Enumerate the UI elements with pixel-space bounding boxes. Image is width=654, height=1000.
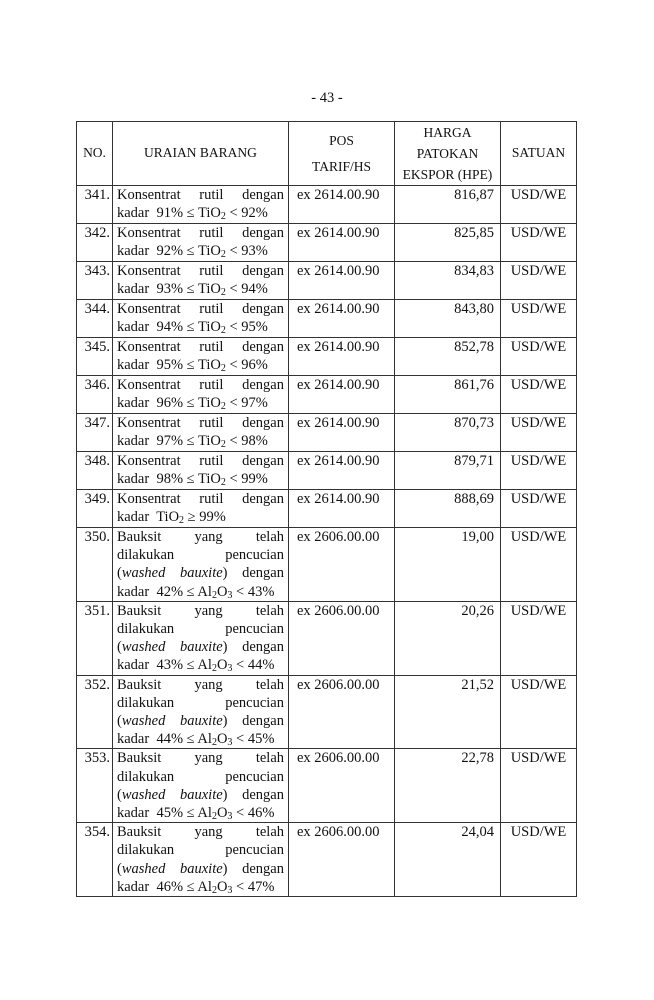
text-segment: < 93% bbox=[225, 243, 268, 260]
row-number: 346. bbox=[77, 376, 113, 414]
description-line bbox=[117, 712, 284, 730]
description-line bbox=[117, 546, 284, 564]
text-segment: Bauksit yang telah bbox=[117, 750, 284, 767]
satuan: USD/WE bbox=[501, 414, 577, 452]
text-segment: < 43% bbox=[232, 583, 275, 600]
table-row bbox=[77, 376, 577, 414]
hpe-value: 816,87 bbox=[395, 186, 501, 224]
item-description bbox=[113, 452, 289, 490]
text-segment: kadar 93% ≤ TiO bbox=[117, 281, 221, 298]
text-segment: ( bbox=[117, 786, 122, 803]
text-segment: Bauksit yang telah bbox=[117, 676, 284, 693]
text-segment: < 47% bbox=[232, 878, 275, 895]
subscript: 2 bbox=[211, 811, 217, 823]
text-segment: < 92% bbox=[225, 205, 268, 222]
hpe-value: 20,26 bbox=[395, 601, 501, 675]
pos-tarif: ex 2614.00.90 bbox=[289, 376, 395, 414]
text-segment: dilakukan pencucian bbox=[117, 768, 284, 785]
description-line bbox=[117, 300, 284, 318]
text-segment: < 94% bbox=[225, 281, 268, 298]
pos-tarif: ex 2614.00.90 bbox=[289, 186, 395, 224]
text-segment: kadar TiO bbox=[117, 509, 180, 526]
text-segment: O bbox=[216, 657, 228, 674]
description-line bbox=[117, 204, 284, 222]
text-segment: Bauksit yang telah bbox=[117, 529, 284, 545]
item-description bbox=[113, 300, 289, 338]
description-line bbox=[117, 318, 284, 336]
description-line bbox=[117, 676, 284, 694]
text-segment: < 44% bbox=[232, 657, 275, 674]
hpe-value: 834,83 bbox=[395, 262, 501, 300]
item-description bbox=[113, 675, 289, 749]
table-row bbox=[77, 823, 577, 897]
description-line bbox=[117, 490, 284, 508]
text-segment: kadar 43% ≤ Al bbox=[117, 657, 212, 674]
description-line bbox=[117, 620, 284, 638]
pos-tarif: ex 2614.00.90 bbox=[289, 490, 395, 528]
subscript: 2 bbox=[220, 363, 226, 375]
text-segment: O bbox=[216, 878, 228, 895]
description-line bbox=[117, 432, 284, 450]
description-line bbox=[117, 394, 284, 412]
text-segment: Konsentrat rutil dengan bbox=[117, 339, 284, 355]
text-segment: O bbox=[216, 583, 228, 600]
text-segment: kadar 96% ≤ TiO bbox=[117, 395, 221, 412]
text-segment: Konsentrat rutil dengan bbox=[117, 415, 284, 431]
table-row bbox=[77, 262, 577, 300]
subscript: 2 bbox=[220, 477, 226, 489]
pos-tarif: ex 2614.00.90 bbox=[289, 300, 395, 338]
header-hpe-line: HARGA bbox=[423, 125, 472, 140]
subscript: 2 bbox=[179, 515, 185, 527]
text-segment: kadar 44% ≤ Al bbox=[117, 731, 212, 748]
table-row bbox=[77, 749, 577, 823]
item-description bbox=[113, 601, 289, 675]
text-segment: ) dengan bbox=[222, 639, 284, 656]
description-line bbox=[117, 841, 284, 859]
satuan: USD/WE bbox=[501, 300, 577, 338]
text-segment: ) dengan bbox=[222, 713, 284, 730]
description-line bbox=[117, 694, 284, 712]
text-segment: kadar 95% ≤ TiO bbox=[117, 357, 221, 374]
table-row bbox=[77, 224, 577, 262]
text-segment: ≥ 99% bbox=[184, 509, 226, 526]
pos-tarif: ex 2606.00.00 bbox=[289, 823, 395, 897]
hpe-value: 21,52 bbox=[395, 675, 501, 749]
text-segment: kadar 98% ≤ TiO bbox=[117, 471, 221, 488]
item-description bbox=[113, 338, 289, 376]
header-uraian: URAIAN BARANG bbox=[113, 122, 289, 186]
text-segment: kadar 45% ≤ Al bbox=[117, 805, 212, 822]
subscript: 2 bbox=[220, 211, 226, 223]
satuan: USD/WE bbox=[501, 601, 577, 675]
row-number: 347. bbox=[77, 414, 113, 452]
description-line bbox=[117, 860, 284, 878]
description-line bbox=[117, 583, 284, 601]
subscript: 3 bbox=[227, 737, 233, 749]
text-segment: < 99% bbox=[225, 471, 268, 488]
text-segment: Konsentrat rutil dengan bbox=[117, 377, 284, 393]
pos-tarif: ex 2614.00.90 bbox=[289, 338, 395, 376]
row-number: 349. bbox=[77, 490, 113, 528]
row-number: 341. bbox=[77, 186, 113, 224]
text-segment: washed bauxite bbox=[121, 565, 223, 582]
text-segment: ) dengan bbox=[222, 565, 284, 582]
text-segment: dilakukan pencucian bbox=[117, 842, 284, 859]
table-row bbox=[77, 601, 577, 675]
header-hpe-line: PATOKAN bbox=[416, 146, 479, 161]
description-line bbox=[117, 749, 284, 767]
text-segment: kadar 42% ≤ Al bbox=[117, 583, 212, 600]
header-hpe-line: EKSPOR (HPE) bbox=[402, 167, 493, 182]
text-segment: ( bbox=[117, 713, 122, 730]
text-segment: O bbox=[216, 731, 228, 748]
text-segment: Konsentrat rutil dengan bbox=[117, 453, 284, 469]
text-segment: Konsentrat rutil dengan bbox=[117, 491, 284, 507]
text-segment: ( bbox=[117, 639, 122, 656]
item-description bbox=[113, 224, 289, 262]
pos-tarif: ex 2606.00.00 bbox=[289, 528, 395, 602]
item-description bbox=[113, 186, 289, 224]
description-line bbox=[117, 224, 284, 242]
description-line bbox=[117, 338, 284, 356]
row-number: 351. bbox=[77, 601, 113, 675]
hpe-table bbox=[76, 121, 577, 897]
hpe-value: 879,71 bbox=[395, 452, 501, 490]
subscript: 3 bbox=[227, 811, 233, 823]
pos-tarif: ex 2606.00.00 bbox=[289, 601, 395, 675]
row-number: 354. bbox=[77, 823, 113, 897]
table-header-row bbox=[77, 122, 577, 186]
table-row bbox=[77, 338, 577, 376]
satuan: USD/WE bbox=[501, 675, 577, 749]
subscript: 2 bbox=[220, 287, 226, 299]
pos-tarif: ex 2614.00.90 bbox=[289, 452, 395, 490]
satuan: USD/WE bbox=[501, 749, 577, 823]
satuan: USD/WE bbox=[501, 224, 577, 262]
description-line bbox=[117, 823, 284, 841]
hpe-value: 852,78 bbox=[395, 338, 501, 376]
header-pos bbox=[289, 122, 395, 186]
hpe-value: 24,04 bbox=[395, 823, 501, 897]
text-segment: dilakukan pencucian bbox=[117, 547, 284, 564]
row-number: 345. bbox=[77, 338, 113, 376]
hpe-value: 19,00 bbox=[395, 528, 501, 602]
description-line bbox=[117, 452, 284, 470]
satuan: USD/WE bbox=[501, 376, 577, 414]
subscript: 2 bbox=[220, 439, 226, 451]
subscript: 3 bbox=[227, 663, 233, 675]
hpe-value: 843,80 bbox=[395, 300, 501, 338]
description-line bbox=[117, 730, 284, 748]
text-segment: dilakukan pencucian bbox=[117, 694, 284, 711]
pos-tarif: ex 2614.00.90 bbox=[289, 262, 395, 300]
pos-tarif: ex 2606.00.00 bbox=[289, 675, 395, 749]
row-number: 352. bbox=[77, 675, 113, 749]
text-segment: Bauksit yang telah bbox=[117, 824, 284, 841]
description-line bbox=[117, 470, 284, 488]
subscript: 2 bbox=[211, 737, 217, 749]
subscript: 2 bbox=[220, 325, 226, 337]
subscript: 2 bbox=[220, 249, 226, 261]
text-segment: Konsentrat rutil dengan bbox=[117, 263, 284, 279]
subscript: 3 bbox=[227, 589, 233, 601]
table-row bbox=[77, 186, 577, 224]
text-segment: kadar 97% ≤ TiO bbox=[117, 433, 221, 450]
satuan: USD/WE bbox=[501, 262, 577, 300]
description-line bbox=[117, 564, 284, 582]
description-line bbox=[117, 602, 284, 620]
text-segment: < 98% bbox=[225, 433, 268, 450]
hpe-value: 22,78 bbox=[395, 749, 501, 823]
text-segment: O bbox=[216, 805, 228, 822]
item-description bbox=[113, 262, 289, 300]
hpe-value: 870,73 bbox=[395, 414, 501, 452]
text-segment: kadar 94% ≤ TiO bbox=[117, 319, 221, 336]
table-row bbox=[77, 675, 577, 749]
text-segment: washed bauxite bbox=[121, 713, 223, 730]
text-segment: dilakukan pencucian bbox=[117, 621, 284, 638]
description-line bbox=[117, 242, 284, 260]
text-segment: Konsentrat rutil dengan bbox=[117, 225, 284, 241]
description-line bbox=[117, 280, 284, 298]
text-segment: < 96% bbox=[225, 357, 268, 374]
text-segment: < 97% bbox=[225, 395, 268, 412]
description-line bbox=[117, 528, 284, 546]
table-body bbox=[77, 186, 577, 897]
pos-tarif: ex 2614.00.90 bbox=[289, 414, 395, 452]
text-segment: washed bauxite bbox=[121, 639, 223, 656]
item-description bbox=[113, 823, 289, 897]
item-description bbox=[113, 528, 289, 602]
description-line bbox=[117, 356, 284, 374]
satuan: USD/WE bbox=[501, 338, 577, 376]
subscript: 2 bbox=[220, 401, 226, 413]
hpe-value: 825,85 bbox=[395, 224, 501, 262]
text-segment: ) dengan bbox=[222, 786, 284, 803]
row-number: 348. bbox=[77, 452, 113, 490]
text-segment: ) dengan bbox=[222, 860, 284, 877]
row-number: 344. bbox=[77, 300, 113, 338]
subscript: 3 bbox=[227, 884, 233, 896]
header-pos-line: TARIF/HS bbox=[312, 158, 371, 174]
table-row bbox=[77, 490, 577, 528]
item-description bbox=[113, 490, 289, 528]
page-number: - 43 - bbox=[311, 90, 343, 106]
header-no: NO. bbox=[77, 122, 113, 186]
item-description bbox=[113, 376, 289, 414]
description-line bbox=[117, 414, 284, 432]
text-segment: kadar 92% ≤ TiO bbox=[117, 243, 221, 260]
text-segment: < 95% bbox=[225, 319, 268, 336]
text-segment: kadar 46% ≤ Al bbox=[117, 878, 212, 895]
table-row bbox=[77, 452, 577, 490]
table-row bbox=[77, 528, 577, 602]
row-number: 353. bbox=[77, 749, 113, 823]
table-row bbox=[77, 414, 577, 452]
text-segment: < 46% bbox=[232, 805, 275, 822]
item-description bbox=[113, 749, 289, 823]
satuan: USD/WE bbox=[501, 528, 577, 602]
header-hpe bbox=[395, 122, 501, 186]
row-number: 342. bbox=[77, 224, 113, 262]
satuan: USD/WE bbox=[501, 490, 577, 528]
satuan: USD/WE bbox=[501, 186, 577, 224]
description-line bbox=[117, 186, 284, 204]
description-line bbox=[117, 508, 284, 526]
subscript: 2 bbox=[211, 663, 217, 675]
subscript: 2 bbox=[211, 884, 217, 896]
description-line bbox=[117, 376, 284, 394]
table-row bbox=[77, 300, 577, 338]
description-line bbox=[117, 656, 284, 674]
description-line bbox=[117, 638, 284, 656]
satuan: USD/WE bbox=[501, 823, 577, 897]
text-segment: Konsentrat rutil dengan bbox=[117, 301, 284, 317]
subscript: 2 bbox=[211, 589, 217, 601]
pos-tarif: ex 2606.00.00 bbox=[289, 749, 395, 823]
satuan: USD/WE bbox=[501, 452, 577, 490]
hpe-value: 861,76 bbox=[395, 376, 501, 414]
description-line bbox=[117, 878, 284, 896]
row-number: 343. bbox=[77, 262, 113, 300]
description-line bbox=[117, 804, 284, 822]
text-segment: Bauksit yang telah bbox=[117, 602, 284, 619]
header-pos-line: POS bbox=[329, 132, 354, 148]
header-satuan: SATUAN bbox=[501, 122, 577, 186]
text-segment: Konsentrat rutil dengan bbox=[117, 187, 284, 203]
item-description bbox=[113, 414, 289, 452]
text-segment: ( bbox=[117, 565, 122, 582]
row-number: 350. bbox=[77, 528, 113, 602]
text-segment: washed bauxite bbox=[121, 860, 223, 877]
text-segment: ( bbox=[117, 860, 122, 877]
description-line bbox=[117, 262, 284, 280]
pos-tarif: ex 2614.00.90 bbox=[289, 224, 395, 262]
text-segment: kadar 91% ≤ TiO bbox=[117, 205, 221, 222]
description-line bbox=[117, 768, 284, 786]
text-segment: < 45% bbox=[232, 731, 275, 748]
description-line bbox=[117, 786, 284, 804]
text-segment: washed bauxite bbox=[121, 786, 223, 803]
hpe-value: 888,69 bbox=[395, 490, 501, 528]
